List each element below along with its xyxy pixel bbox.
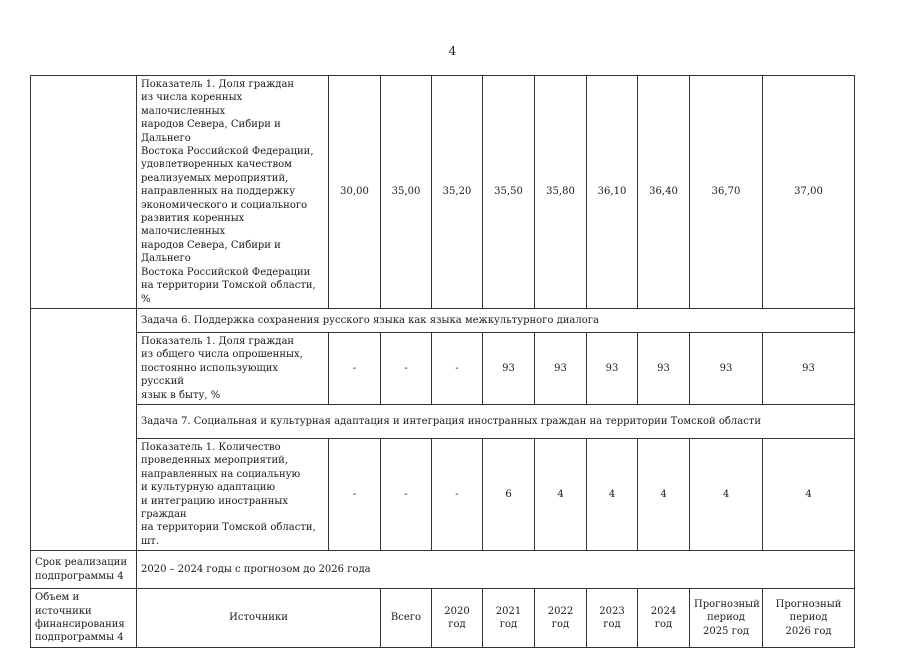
column-header: 2021 год [483,589,535,648]
column-header: Прогнозный период 2026 год [763,589,855,648]
empty-label-cell [31,76,137,309]
value-cell: 4 [638,438,690,550]
column-header: Всего [381,589,432,648]
value-cell: 93 [587,332,638,404]
column-header: 2024 год [638,589,690,648]
table-row [31,76,855,309]
column-header: Прогнозный период 2025 год [690,589,763,648]
value-cell: 4 [535,438,587,550]
value-cell: 4 [690,438,763,550]
value-cell: - [381,438,432,550]
table-row [31,438,855,550]
column-header: 2020 год [432,589,483,648]
value-cell: - [329,438,381,550]
indicator-text: Показатель 1. Доля граждан из общего числа опрошенных, постоянно использующих русский язык в быту, % [137,332,329,404]
table-row [31,589,855,648]
value-cell: 93 [638,332,690,404]
value-cell: 4 [587,438,638,550]
column-header-sources: Источники [137,589,381,648]
value-cell: - [329,332,381,404]
table-row [31,332,855,404]
column-header: 2022 год [535,589,587,648]
value-cell: - [381,332,432,404]
value-cell: 93 [690,332,763,404]
indicator-text: Показатель 1. Доля граждан из числа коренных малочисленных народов Севера, Сибири и Дальнего Востока Российской Федерации, удовлетворенных качеством реализуемых мероприятий, направленных на поддержку экономического и социального развития коренных малочисленных народов Севера, Сибири и Дальнего Востока Российской Федерации на территории Томской области, % [137,76,329,309]
value-cell: 35,80 [535,76,587,309]
column-header: 2023 год [587,589,638,648]
value-cell: 6 [483,438,535,550]
funding-label: Объем и источники финансирования подпрограммы 4 [31,589,137,648]
task-heading: Задача 6. Поддержка сохранения русского языка как языка межкультурного диалога [137,308,855,332]
value-cell: - [432,438,483,550]
value-cell: 36,70 [690,76,763,309]
task-heading: Задача 7. Социальная и культурная адаптация и интеграция иностранных граждан на территории Томской области [137,404,855,438]
table-row [31,404,855,438]
indicator-text: Показатель 1. Количество проведенных мероприятий, направленных на социальную и культурную адаптацию и интеграцию иностранных граждан на территории Томской области, шт. [137,438,329,550]
term-label: Срок реализации подпрограммы 4 [31,551,137,589]
value-cell: 4 [763,438,855,550]
value-cell: 35,20 [432,76,483,309]
value-cell: 37,00 [763,76,855,309]
table-row [31,308,855,332]
table-row [31,551,855,589]
page-number: 4 [448,44,457,58]
value-cell: 93 [535,332,587,404]
value-cell: 35,50 [483,76,535,309]
value-cell: 93 [483,332,535,404]
empty-label-cell [31,308,137,550]
passport-table [30,75,855,648]
value-cell: 36,10 [587,76,638,309]
value-cell: 36,40 [638,76,690,309]
term-value: 2020 – 2024 годы с прогнозом до 2026 года [137,551,855,589]
value-cell: - [432,332,483,404]
value-cell: 93 [763,332,855,404]
value-cell: 30,00 [329,76,381,309]
value-cell: 35,00 [381,76,432,309]
